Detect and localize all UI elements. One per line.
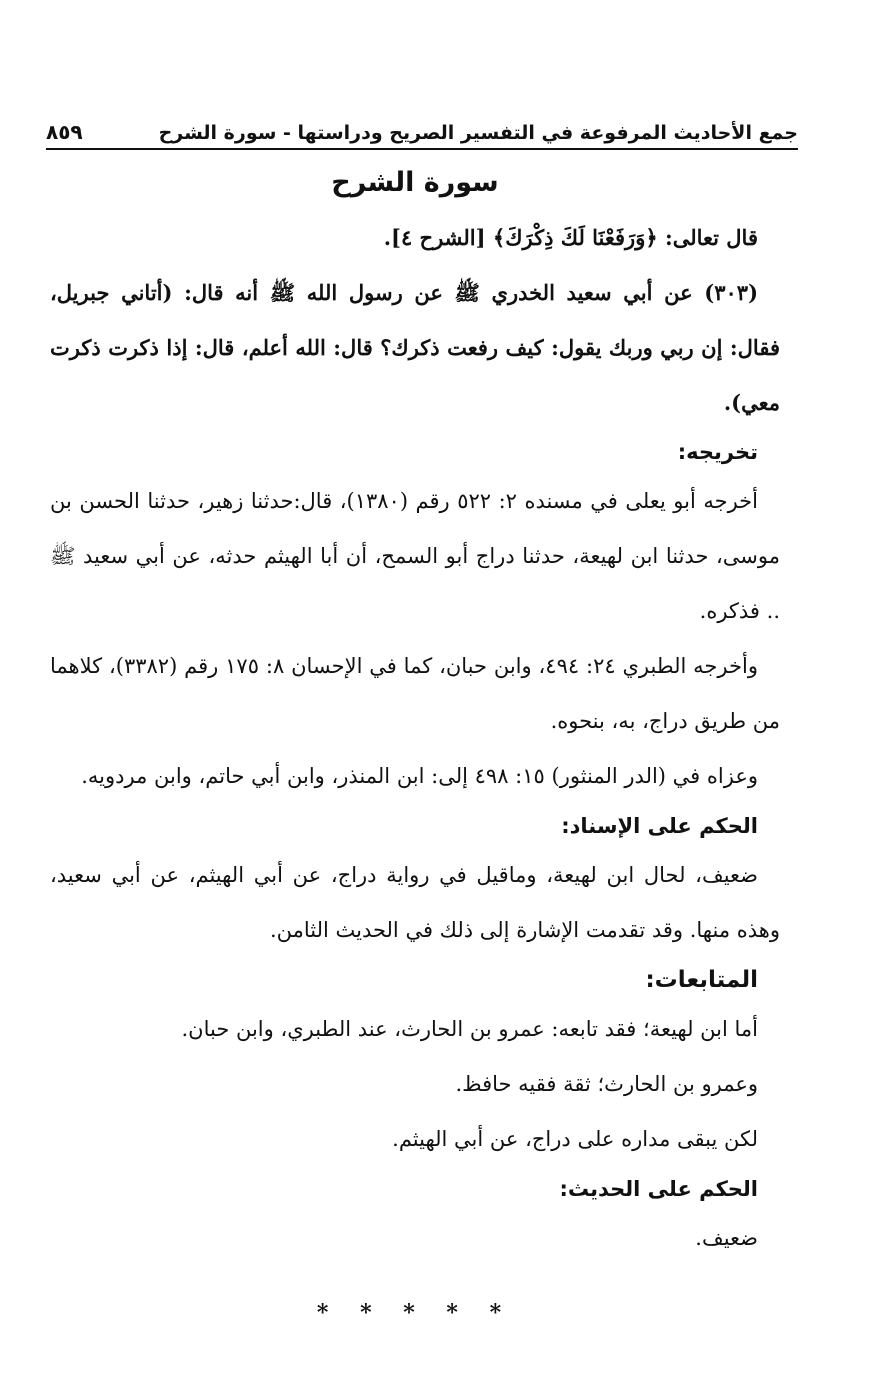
hadith-text: (٣٠٣) عن أبي سعيد الخدري ﷺ عن رسول الله ﷺ أنه قال: (أتاني جبريل، فقال: إن ربي وربك يقول: كيف رفعت ذكرك؟ قال: الله أعلم، قال: إذا ذكرت ذكرت معي). [50,280,780,415]
running-header [46,112,798,150]
mutabaat-paragraph-2: وعمرو بن الحارث؛ ثقة فقيه حافظ. [455,1072,758,1096]
takhrij-paragraph-2: وأخرجه الطبري ٢٤: ٤٩٤، وابن حبان، كما في الإحسان ٨: ١٧٥ رقم (٣٣٨٢)، كلاهما من طريق دراج، به، بنحوه. [50,654,780,733]
mutabaat-heading: المتابعات: [645,967,758,993]
isnad-ruling-paragraph: ضعيف، لحال ابن لهيعة، وماقيل في رواية دراج، عن أبي الهيثم، عن أبي سعيد، وهذه منها. وقد تقدمت الإشارة إلى ذلك في الحديث الثامن. [50,863,780,942]
takhrij-heading: تخريجه: [677,440,758,464]
page-number: ٨٥٩ [46,120,83,144]
verse-line: قال تعالى: ﴿وَرَفَعْنَا لَكَ ذِكْرَكَ﴾ [الشرح ٤]. [383,225,758,250]
hadith-ruling-paragraph: ضعيف. [695,1226,758,1250]
page-body [50,160,780,1341]
end-ornament: * * * * * [316,1300,514,1326]
takhrij-paragraph-3: وعزاه في (الدر المنثور) ١٥: ٤٩٨ إلى: ابن المنذر، وابن أبي حاتم، وابن مردويه. [81,764,758,788]
isnad-ruling-heading: الحكم على الإسناد: [561,814,758,838]
mutabaat-paragraph-1: أما ابن لهيعة؛ فقد تابعه: عمرو بن الحارث، عند الطبري، وابن حبان. [181,1017,758,1041]
surah-title: سورة الشرح [331,167,499,198]
hadith-ruling-heading: الحكم على الحديث: [559,1177,758,1201]
mutabaat-paragraph-3: لكن يبقى مداره على دراج، عن أبي الهيثم. [392,1127,758,1151]
header-title: جمع الأحاديث المرفوعة في التفسير الصريح ودراستها - سورة الشرح [158,122,798,144]
takhrij-paragraph-1: أخرجه أبو يعلى في مسنده ٢: ٥٢٢ رقم (١٣٨٠)، قال:حدثنا زهير، حدثنا الحسن بن موسى، حدثنا ابن لهيعة، حدثنا دراج أبو السمح، أن أبا الهيثم حدثه، عن أبي سعيد ﷺ .. فذكره. [50,489,780,623]
